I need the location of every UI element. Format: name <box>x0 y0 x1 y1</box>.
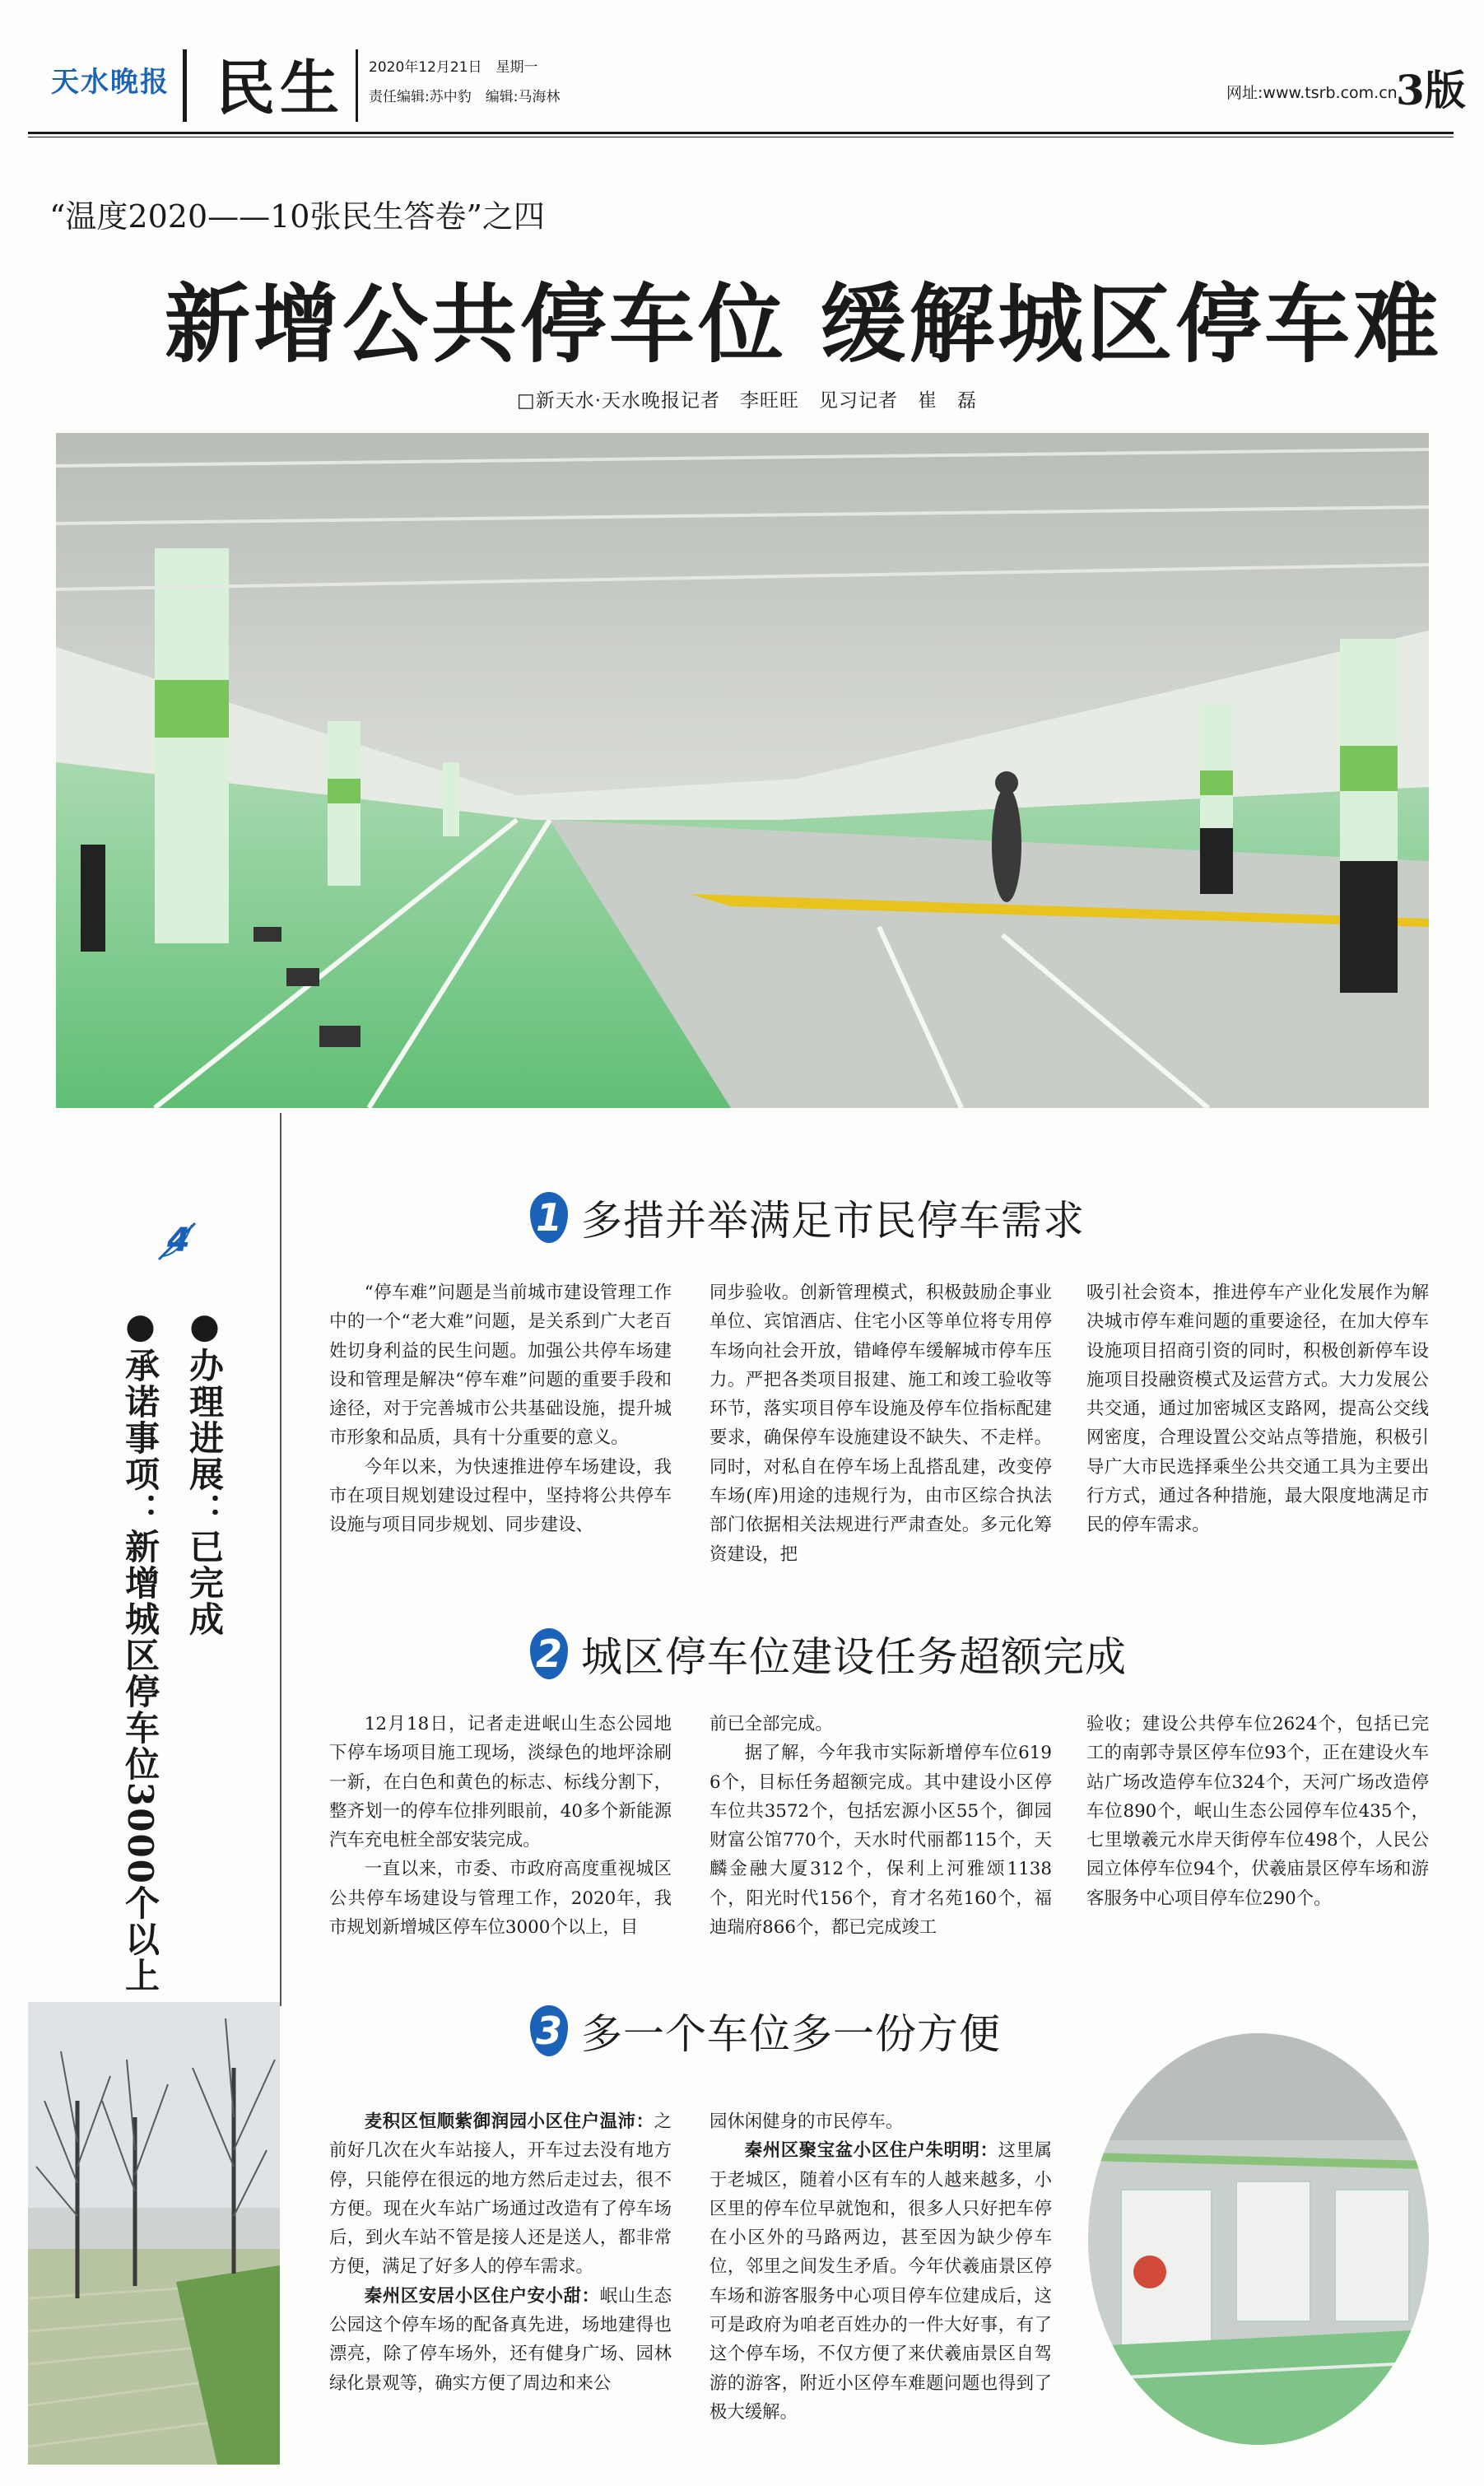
section2-column-1 <box>329 1710 672 1942</box>
trees-illustration <box>28 2002 280 2465</box>
section1-column-2 <box>709 1278 1052 1569</box>
parking-garage-illustration <box>56 433 1429 1108</box>
quote-paragraph <box>709 2136 1052 2427</box>
sidebar-commitment: ●承诺事项：新增城区停车位3000个以上 <box>120 1306 160 1994</box>
parking-garage-photo <box>56 433 1429 1108</box>
sidebar-number: 4 <box>167 1222 190 1259</box>
section1-column-1 <box>329 1278 672 1540</box>
masthead-divider-2 <box>356 49 358 122</box>
quote-text: 之前好几次在火车站接人，开车过去没有地方停，只能停在很远的地方然后走过去，很不方便。现在火车站广场通过改造有了停车场后，到火车站不管是接人还是送人，都非常方便，满足了好多人的停车需求。 <box>329 2111 672 2278</box>
section3-column-2 <box>709 2107 1052 2427</box>
paragraph: 同步验收。创新管理模式，积极鼓励企事业单位、宾馆酒店、住宅小区等单位将专用停车场向社会开放，错峰停车缓解城市停车压力。严把各类项目报建、施工和竣工验收等环节，落实项目停车设施及停车位指标配建要求，确保停车设施建设不缺失、不走样。同时，对私自在停车场上乱搭乱建，改变停车场(库)用途的违规行为，由市区综合执法部门依据相关法规进行严肃查处。多元化筹资建设，把 <box>709 1283 1052 1565</box>
quote-paragraph <box>329 2107 672 2282</box>
paragraph: 12月18日，记者走进岷山生态公园地下停车场项目施工现场，淡绿色的地坪涂刷一新，在白色和黄色的标志、标线分割下，整齐划一的停车位排列眼前，40多个新能源汽车充电桩全部安装完成。 <box>329 1714 672 1851</box>
section-header-3 <box>530 2002 1001 2060</box>
quote-text: 这里属于老城区，随着小区有车的人越来越多，小区里的停车位早就饱和，很多人只好把车停在小区外的马路两边，甚至因为缺少停车位，邻里之间发生矛盾。今年伏羲庙景区停车场和游客服务中心项目停车位建成后，这可是政府为咱老百姓办的一件大好事，有了这个停车场，不仅方便了来伏羲庙景区自驾游的游客，附近小区停车难题问题也得到了极大缓解。 <box>709 2140 1052 2423</box>
quote-speaker: 秦州区聚宝盆小区住户朱明明： <box>744 2140 998 2162</box>
website-link[interactable]: 网址:www.tsrb.com.cn <box>1226 84 1398 102</box>
quote-speaker: 麦积区恒顺紫御润园小区住户温沛： <box>364 2111 654 2132</box>
paper-name: 天水晚报 <box>51 66 170 99</box>
section-number: 2 <box>530 1628 568 1679</box>
masthead-info <box>369 53 560 112</box>
section-header-1 <box>530 1189 1085 1246</box>
section2-column-3 <box>1086 1710 1429 1913</box>
masthead-divider <box>183 49 187 122</box>
stacked-parking-illustration <box>1088 2033 1429 2445</box>
quote-text: 岷山生态公园这个停车场的配备真先进，场地建得也漂亮，除了停车场外，还有健身广场、园林绿化景观等，确实方便了周边和来公 <box>329 2285 672 2394</box>
section-header-2 <box>530 1625 1127 1683</box>
quote-paragraph <box>329 2282 672 2398</box>
sidebar-progress: ●办理进展：已完成 <box>184 1306 225 1637</box>
section1-column-3 <box>1086 1278 1429 1540</box>
section3-column-1 <box>329 2107 672 2398</box>
stacked-parking-photo <box>1088 2033 1429 2445</box>
quote-speaker: 秦州区安居小区住户安小甜： <box>364 2285 600 2307</box>
paragraph: 吸引社会资本，推进停车产业化发展作为解决城市停车难问题的重要途径，在加大停车设施项目招商引资的同时，积极创新停车设施项目投融资模式及运营方式。大力发展公共交通，通过加密城区支路网，提高公交线网密度，合理设置公交站点等措施，积极引导广大市民选择乘坐公共交通工具为主要出行方式，通过各种措施，最大限度地满足市民的停车需求。 <box>1086 1283 1429 1536</box>
page-number: 3版 <box>1396 66 1466 114</box>
paragraph: 验收；建设公共停车位2624个，包括已完工的南郭寺景区停车位93个，正在建设火车站广场改造停车位324个，天河广场改造停车位890个，岷山生态公园停车位435个，七里墩羲元水岸天街停车位498个，人民公园立体停车位94个，伏羲庙景区停车场和游客服务中心项目停车位290个。 <box>1086 1714 1429 1909</box>
section-number: 3 <box>530 2005 568 2056</box>
sidebar-divider <box>280 1113 281 2006</box>
editors-line: 责任编辑:苏中豹 编辑:马海林 <box>369 89 561 105</box>
section-name: 民生 <box>216 53 345 123</box>
section-title: 多措并举满足市民停车需求 <box>581 1197 1085 1245</box>
park-parking-lot-photo <box>28 2002 280 2465</box>
paragraph: “停车难”问题是当前城市建设管理工作中的一个“老大难”问题，是关系到广大老百姓切身利益的民生问题。加强公共停车场建设和管理是解决“停车难”问题的重要手段和途径，对于完善城市公共基础设施，提升城市形象和品质，具有十分重要的意义。 <box>329 1283 672 1449</box>
sidebar-number-badge <box>152 1217 202 1266</box>
article-kicker: “温度2020——10张民生答卷”之四 <box>49 198 545 235</box>
article-headline: 新增公共停车位 缓解城区停车难 <box>165 274 1443 375</box>
paragraph: 据了解，今年我市实际新增停车位6196个，目标任务超额完成。其中建设小区停车位共3572个，包括宏源小区55个，御园财富公馆770个，天水时代丽都115个，天麟金融大厦312个，保利上河雅颂1138个，阳光时代156个，育才名苑160个，福迪瑞府866个，都已完成竣工 <box>709 1743 1052 1939</box>
section-title: 城区停车位建设任务超额完成 <box>581 1633 1127 1681</box>
section-number: 1 <box>530 1192 568 1243</box>
article-byline: □新天水·天水晚报记者 李旺旺 见习记者 崔 磊 <box>517 390 978 412</box>
paragraph: 一直以来，市委、市政府高度重视城区公共停车场建设与管理工作，2020年，我市规划新增城区停车位3000个以上，目 <box>329 1859 672 1939</box>
paragraph: 前已全部完成。 <box>709 1714 833 1734</box>
section-title: 多一个车位多一份方便 <box>581 2010 1001 2058</box>
paragraph: 今年以来，为快速推进停车场建设，我市在项目规划建设过程中，坚持将公共停车设施与项目同步规划、同步建设、 <box>329 1456 672 1536</box>
masthead-rule <box>28 132 1454 134</box>
paragraph: 园休闲健身的市民停车。 <box>709 2111 904 2132</box>
section2-column-2 <box>709 1710 1052 1942</box>
date-line: 2020年12月21日 星期一 <box>369 59 538 76</box>
